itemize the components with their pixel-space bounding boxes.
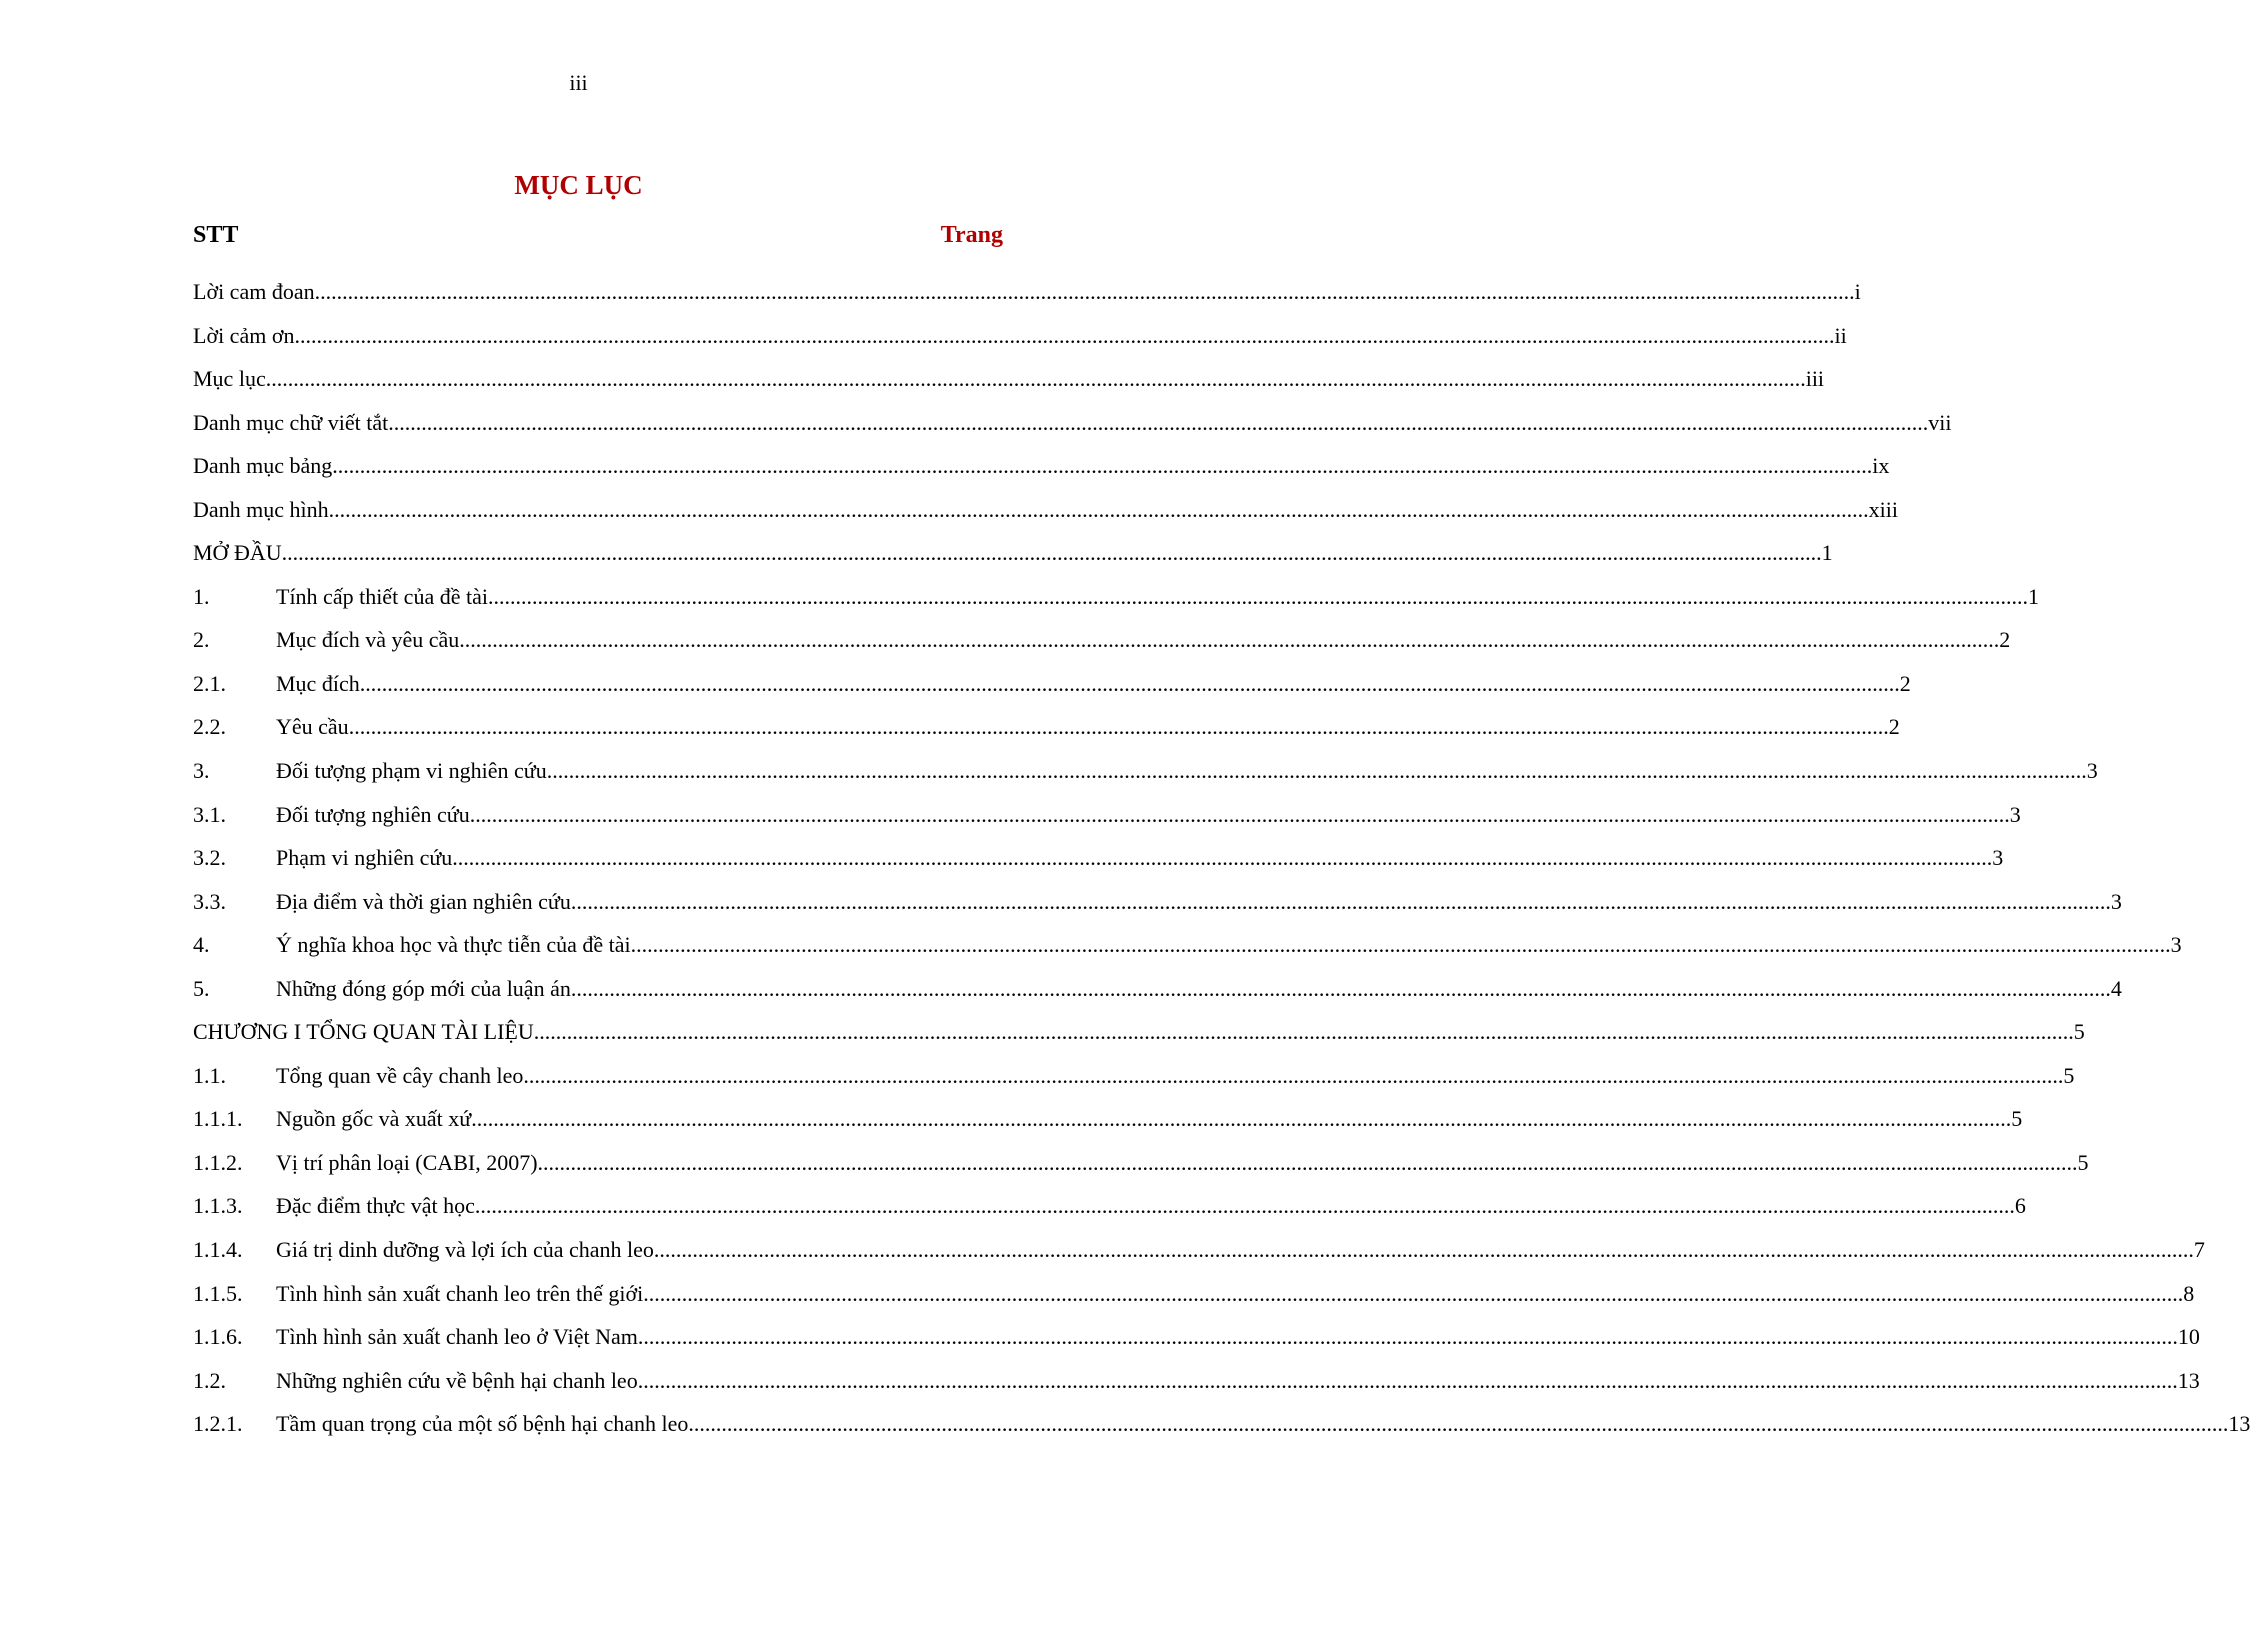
toc-entry-page: 5 — [2063, 1062, 2075, 1088]
toc-entry-title: Tổng quan về cây chanh leo — [276, 1062, 524, 1088]
dot-leader — [571, 888, 2111, 916]
toc-entry-title: Mục lục — [193, 366, 266, 392]
toc-entry-page: 3 — [2170, 932, 2182, 958]
toc-entry-number: 2. — [193, 627, 210, 653]
dot-leader — [523, 1062, 2063, 1090]
toc-entry-title: CHƯƠNG I TỔNG QUAN TÀI LIỆU — [193, 1019, 534, 1045]
toc-entry-number: 3.2. — [193, 845, 226, 871]
toc-entry[interactable] — [193, 1018, 2085, 1062]
dot-leader — [470, 801, 2010, 829]
toc-entry-page: ii — [1834, 322, 1847, 348]
toc-entry-title: Vị trí phân loại (CABI, 2007) — [276, 1149, 538, 1175]
toc-entry-page: i — [1854, 279, 1861, 304]
toc-entry-page: vii — [1928, 409, 1952, 435]
toc-entry-page: 8 — [2183, 1280, 2195, 1306]
toc-entry-page: 5 — [2077, 1149, 2089, 1175]
toc-entry[interactable] — [193, 888, 2122, 932]
dot-leader — [360, 670, 1900, 698]
toc-entry-title: Đặc điểm thực vật học — [276, 1193, 475, 1219]
toc-entry-page: 3 — [1992, 845, 2004, 871]
toc-entry[interactable] — [193, 365, 1825, 409]
toc-entry[interactable] — [193, 496, 1898, 540]
toc-entry-title: Ý nghĩa khoa học và thực tiễn của đề tài — [276, 932, 631, 958]
toc-entry-number: 3. — [193, 758, 210, 784]
toc-entry-title: Phạm vi nghiên cứu — [276, 845, 453, 871]
toc-entry-number: 4. — [193, 932, 210, 958]
dot-leader — [471, 1105, 2011, 1133]
toc-entry-page: iii — [1805, 366, 1825, 392]
toc-entry-title: Đối tượng nghiên cứu — [276, 801, 470, 827]
toc-entry-title: Danh mục bảng — [193, 453, 333, 479]
toc-entry[interactable] — [193, 1192, 2026, 1236]
toc-entry-number: 3.3. — [193, 888, 226, 914]
dot-leader — [643, 1280, 2183, 1308]
toc-entry-page: 5 — [2073, 1019, 2085, 1045]
toc-header — [193, 222, 1003, 254]
toc-entry-page: 5 — [2011, 1106, 2023, 1132]
toc-entry-page: 1 — [2027, 583, 2039, 609]
dot-leader — [452, 844, 1992, 872]
toc-entry-title: Tính cấp thiết của đề tài — [276, 583, 488, 609]
header-trang: Trang — [940, 222, 1003, 248]
toc-entry[interactable] — [193, 278, 1861, 322]
toc-entry-title: MỞ ĐẦU — [193, 540, 282, 566]
toc-entry[interactable] — [193, 1280, 2195, 1324]
toc-entry-number: 1. — [193, 583, 210, 609]
toc-entry-title: Những đóng góp mới của luận án — [276, 975, 571, 1001]
toc-entry-page: 2 — [1888, 714, 1900, 740]
toc-entry[interactable] — [193, 322, 1847, 366]
toc-entry[interactable] — [193, 1105, 2023, 1149]
toc-entry-title: Tình hình sản xuất chanh leo ở Việt Nam — [276, 1324, 638, 1350]
toc-entry-title: Nguồn gốc và xuất xứ — [276, 1106, 472, 1132]
toc-entry[interactable] — [193, 757, 2098, 801]
toc-entry-number: 3.1. — [193, 801, 226, 827]
toc-entry-title: Lời cam đoan — [193, 279, 315, 304]
toc-entry-title: Mục đích và yêu cầu — [276, 627, 460, 653]
toc-entry-page: 3 — [2009, 801, 2021, 827]
dot-leader — [488, 583, 2028, 611]
toc-entry[interactable] — [193, 1149, 2089, 1193]
toc-entry[interactable] — [193, 1062, 2075, 1106]
dot-leader — [547, 757, 2087, 785]
toc-entry-page: 4 — [2110, 975, 2122, 1001]
toc-entry[interactable] — [193, 1367, 2200, 1411]
dot-leader — [571, 975, 2111, 1003]
toc-entry-page: 3 — [2110, 888, 2122, 914]
toc-entry[interactable] — [193, 1323, 2200, 1367]
toc-entry-page: 10 — [2177, 1324, 2200, 1350]
dot-leader — [534, 1018, 2074, 1046]
dot-leader — [638, 1323, 2178, 1351]
toc-entry-page: xiii — [1868, 496, 1898, 522]
toc-entry[interactable] — [193, 626, 2011, 670]
header-stt: STT — [193, 222, 239, 248]
dot-leader — [654, 1236, 2194, 1264]
dot-leader — [266, 365, 1806, 393]
toc-entry-title: Yêu cầu — [276, 714, 349, 740]
toc-entry-page: 2 — [1999, 627, 2011, 653]
toc-entry[interactable] — [193, 1410, 2250, 1454]
toc-entry[interactable] — [193, 975, 2122, 1019]
dot-leader — [329, 496, 1869, 524]
dot-leader — [282, 539, 1822, 567]
dot-leader — [538, 1149, 2078, 1177]
toc-entry-number: 1.1.2. — [193, 1149, 243, 1175]
page-number: iii — [569, 70, 588, 95]
toc-entry-title: Những nghiên cứu về bệnh hại chanh leo — [276, 1367, 638, 1393]
toc-entry-title: Đối tượng phạm vi nghiên cứu — [276, 758, 547, 784]
dot-leader — [475, 1192, 2015, 1220]
toc-entry-number: 5. — [193, 975, 210, 1001]
toc-entry-number: 2.2. — [193, 714, 226, 740]
toc-entry-number: 1.1.4. — [193, 1237, 243, 1263]
toc-entry-number: 1.1.5. — [193, 1280, 243, 1306]
dot-leader — [459, 626, 1999, 654]
toc-entry-number: 1.1.1. — [193, 1106, 243, 1132]
toc-entry[interactable] — [193, 801, 2021, 845]
toc-entry-title: Danh mục chữ viết tắt — [193, 409, 389, 435]
dot-leader — [332, 452, 1872, 480]
toc-title: MỤC LỤC — [514, 170, 643, 200]
toc-entry-number: 1.2.1. — [193, 1411, 243, 1437]
toc-entry-page: 7 — [2193, 1237, 2205, 1263]
dot-leader — [688, 1410, 2228, 1438]
toc-entry-title: Tầm quan trọng của một số bệnh hại chanh leo — [276, 1411, 689, 1437]
dot-leader — [631, 931, 2171, 959]
toc-entry-title: Lời cảm ơn — [193, 322, 295, 348]
dot-leader — [294, 322, 1834, 350]
toc-entry[interactable] — [193, 539, 1833, 583]
toc-entry[interactable] — [193, 1236, 2205, 1280]
toc-entry[interactable] — [193, 452, 1890, 496]
toc-entry[interactable] — [193, 713, 1900, 757]
toc-entry[interactable] — [193, 931, 2182, 975]
dot-leader — [315, 278, 1855, 306]
toc-entry[interactable] — [193, 409, 1952, 453]
toc-entry-page: 2 — [1899, 670, 1911, 696]
toc-entry-number: 1.1. — [193, 1062, 226, 1088]
toc-entry-number: 1.1.3. — [193, 1193, 243, 1219]
toc-entry-page: ix — [1872, 453, 1890, 479]
toc-entry-page: 1 — [1821, 540, 1833, 566]
toc-entry-title: Giá trị dinh dưỡng và lợi ích của chanh leo — [276, 1237, 654, 1263]
toc-entry-page: 13 — [2177, 1367, 2200, 1393]
toc-entry[interactable] — [193, 844, 2004, 888]
toc-entry-title: Địa điểm và thời gian nghiên cứu — [276, 888, 571, 914]
toc-entry-title: Danh mục hình — [193, 496, 329, 522]
toc-entry-title: Tình hình sản xuất chanh leo trên thế giới — [276, 1280, 644, 1306]
toc-entry-number: 2.1. — [193, 670, 226, 696]
toc-entry-number: 1.1.6. — [193, 1324, 243, 1350]
dot-leader — [349, 713, 1889, 741]
dot-leader — [638, 1367, 2178, 1395]
toc-entry[interactable] — [193, 670, 1911, 714]
toc-entry-page: 13 — [2228, 1411, 2250, 1437]
toc-entry-title: Mục đích — [276, 670, 360, 696]
toc-entry[interactable] — [193, 583, 2039, 627]
toc-entry-page: 3 — [2086, 758, 2098, 784]
toc-entry-number: 1.2. — [193, 1367, 226, 1393]
toc-list — [193, 278, 2250, 1454]
dot-leader — [388, 409, 1928, 437]
toc-entry-page: 6 — [2014, 1193, 2026, 1219]
